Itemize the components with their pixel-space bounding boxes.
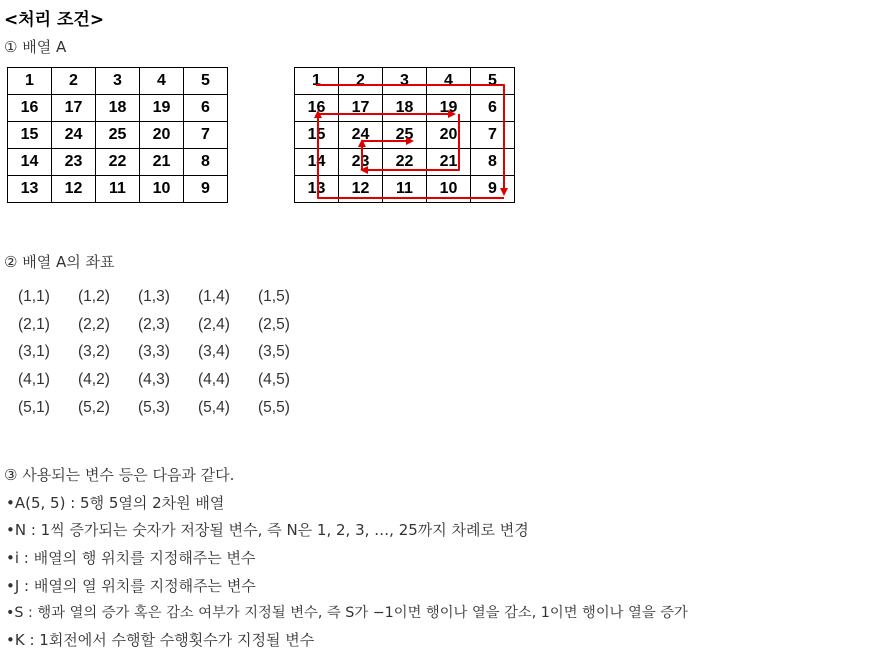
spiral-array-cell: 2 — [339, 68, 383, 95]
array-a-cell: 9 — [184, 176, 228, 203]
spiral-array-cell: 12 — [339, 176, 383, 203]
coordinate-item: (3,5) — [258, 343, 290, 360]
spiral-array-cell: 5 — [471, 68, 515, 95]
array-a-cell: 10 — [140, 176, 184, 203]
array-a-cell: 22 — [96, 149, 140, 176]
variable-description: •S : 행과 열의 증가 혹은 감소 여부가 지정될 변수, 즉 S가 −1이면 행이나 열을 감소, 1이면 행이나 열을 증가 — [6, 605, 688, 621]
coordinate-item: (5,5) — [258, 399, 290, 416]
coordinate-item: (1,3) — [138, 288, 170, 305]
array-a-cell: 24 — [52, 122, 96, 149]
array-a-row — [8, 68, 228, 95]
spiral-array-cell: 20 — [427, 122, 471, 149]
section-3-label: ③ 사용되는 변수 등은 다음과 같다. — [4, 466, 235, 484]
array-a-cell: 12 — [52, 176, 96, 203]
coordinate-row — [18, 343, 318, 361]
array-a-row — [8, 122, 228, 149]
coordinate-item: (4,5) — [258, 371, 290, 388]
variable-description: •K : 1회전에서 수행할 수행횟수가 지정될 변수 — [6, 631, 315, 649]
spiral-array-cell: 1 — [295, 68, 339, 95]
array-a-cell: 13 — [8, 176, 52, 203]
array-a-cell: 1 — [8, 68, 52, 95]
array-a-table — [7, 67, 228, 203]
coordinate-item: (2,2) — [78, 316, 110, 333]
array-a-row — [8, 95, 228, 122]
array-a-cell: 4 — [140, 68, 184, 95]
spiral-arrow-bottom-left — [318, 112, 504, 198]
array-a-cell: 5 — [184, 68, 228, 95]
array-a-cell: 8 — [184, 149, 228, 176]
coordinate-item: (1,1) — [18, 288, 50, 305]
coordinate-item: (1,5) — [258, 288, 290, 305]
spiral-array-cell: 15 — [295, 122, 339, 149]
coordinate-item: (5,4) — [198, 399, 230, 416]
coordinate-item: (4,1) — [18, 371, 50, 388]
spiral-array-cell: 17 — [339, 95, 383, 122]
spiral-array-cell: 13 — [295, 176, 339, 203]
section-2-label: ② 배열 A의 좌표 — [4, 253, 115, 271]
variable-description: •A(5, 5) : 5행 5열의 2차원 배열 — [6, 494, 225, 512]
array-a-cell: 25 — [96, 122, 140, 149]
spiral-path-arrows — [294, 67, 520, 208]
spiral-array-cell: 6 — [471, 95, 515, 122]
array-a-row — [8, 149, 228, 176]
spiral-array-cell: 7 — [471, 122, 515, 149]
array-a-cell: 6 — [184, 95, 228, 122]
array-a-cell: 17 — [52, 95, 96, 122]
array-a-cell: 2 — [52, 68, 96, 95]
array-a-cell: 21 — [140, 149, 184, 176]
variable-description: •J : 배열의 열 위치를 지정해주는 변수 — [6, 577, 256, 595]
spiral-array-cell: 18 — [383, 95, 427, 122]
array-a-cell: 19 — [140, 95, 184, 122]
array-a-cell: 14 — [8, 149, 52, 176]
coordinate-item: (1,4) — [198, 288, 230, 305]
coordinate-item: (3,3) — [138, 343, 170, 360]
spiral-array-cell: 14 — [295, 149, 339, 176]
spiral-array-cell: 8 — [471, 149, 515, 176]
spiral-arrow-top-right — [316, 85, 504, 194]
array-a-row — [8, 176, 228, 203]
spiral-array-cell: 3 — [383, 68, 427, 95]
coordinate-item: (1,2) — [78, 288, 110, 305]
coordinate-row — [18, 316, 318, 334]
spiral-array-cell: 10 — [427, 176, 471, 203]
spiral-array-cell: 11 — [383, 176, 427, 203]
array-a-cell: 7 — [184, 122, 228, 149]
section-1-label: ① 배열 A — [4, 38, 67, 56]
coordinate-item: (5,1) — [18, 399, 50, 416]
coordinate-item: (3,4) — [198, 343, 230, 360]
spiral-array-cell: 19 — [427, 95, 471, 122]
variable-description: •N : 1씩 증가되는 숫자가 저장될 변수, 즉 N은 1, 2, 3, …, 25까지 차례로 변경 — [6, 521, 529, 539]
coordinate-row — [18, 288, 318, 306]
spiral-array-cell: 23 — [339, 149, 383, 176]
array-a-cell: 16 — [8, 95, 52, 122]
coordinate-item: (3,2) — [78, 343, 110, 360]
coordinate-item: (3,1) — [18, 343, 50, 360]
spiral-array-cell: 4 — [427, 68, 471, 95]
coordinate-item: (4,4) — [198, 371, 230, 388]
section-heading: <처리 조건> — [4, 10, 105, 30]
array-a-cell: 11 — [96, 176, 140, 203]
coordinate-item: (2,4) — [198, 316, 230, 333]
array-a-cell: 3 — [96, 68, 140, 95]
spiral-array-cell: 25 — [383, 122, 427, 149]
coordinate-item: (5,2) — [78, 399, 110, 416]
coordinate-item: (2,3) — [138, 316, 170, 333]
spiral-array-cell: 21 — [427, 149, 471, 176]
spiral-array-cell: 16 — [295, 95, 339, 122]
coordinate-row — [18, 399, 318, 417]
coordinate-item: (4,2) — [78, 371, 110, 388]
variable-description: •i : 배열의 행 위치를 지정해주는 변수 — [6, 549, 256, 567]
spiral-array-cell: 9 — [471, 176, 515, 203]
array-a-cell: 15 — [8, 122, 52, 149]
spiral-array-cell: 24 — [339, 122, 383, 149]
spiral-array-cell: 22 — [383, 149, 427, 176]
coordinate-item: (2,5) — [258, 316, 290, 333]
coordinate-row — [18, 371, 318, 389]
coordinate-item: (4,3) — [138, 371, 170, 388]
array-a-cell: 20 — [140, 122, 184, 149]
array-a-cell: 18 — [96, 95, 140, 122]
coordinate-item: (2,1) — [18, 316, 50, 333]
array-a-cell: 23 — [52, 149, 96, 176]
coordinate-item: (5,3) — [138, 399, 170, 416]
